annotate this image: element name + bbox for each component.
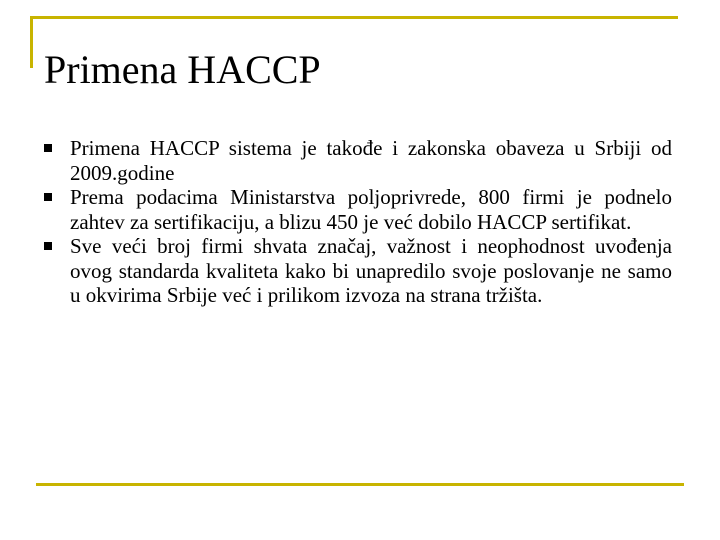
bullet-text: Prema podacima Ministarstva poljoprivrede, 800 firmi je podnelo zahtev za sertifikaciju, a blizu 450 je već dobilo HACCP sertifikat. bbox=[70, 185, 672, 234]
bullet-item-importance bbox=[44, 234, 672, 308]
bullet-text: Sve veći broj firmi shvata značaj, važnost i neophodnost uvođenja ovog standarda kvaliteta kako bi unapredilo svoje poslovanje ne samo u okvirima Srbije već i prilikom izvoza na strana tržišta. bbox=[70, 234, 672, 307]
slide-title: Primena HACCP bbox=[44, 47, 321, 92]
bullet-item-legal-obligation bbox=[44, 136, 672, 185]
slide-frame-bottom-line bbox=[36, 483, 684, 486]
square-bullet-icon bbox=[44, 144, 52, 152]
bullet-text: Primena HACCP sistema je takođe i zakonska obaveza u Srbiji od 2009.godine bbox=[70, 136, 672, 185]
square-bullet-icon bbox=[44, 193, 52, 201]
bullet-item-ministry-data bbox=[44, 185, 672, 234]
bullet-list bbox=[44, 136, 672, 308]
slide-frame-left-line bbox=[30, 16, 33, 68]
square-bullet-icon bbox=[44, 242, 52, 250]
slide-frame-top-line bbox=[30, 16, 678, 19]
